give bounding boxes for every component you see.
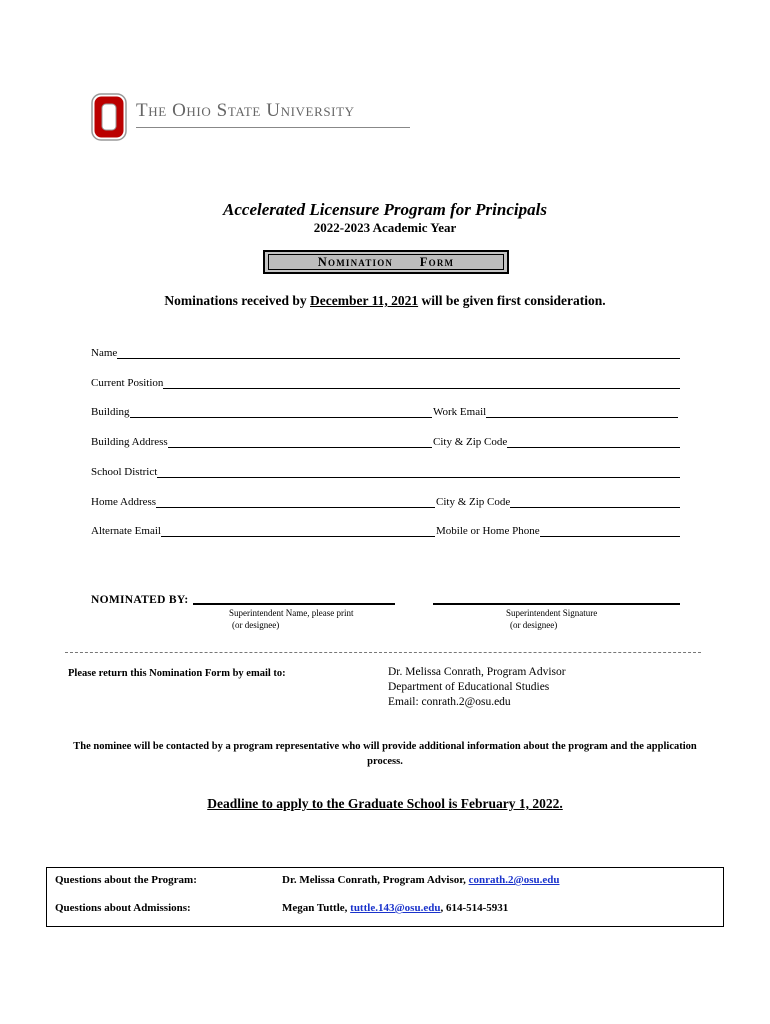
questions-box (46, 867, 724, 927)
name-caption: Superintendent Name, please print (or designee) (229, 608, 354, 630)
return-instructions: Please return this Nomination Form by email to: (68, 668, 286, 679)
department-name: Department of Educational Studies (388, 681, 550, 693)
program-title: Accelerated Licensure Program for Principals (223, 200, 547, 219)
program-email-link[interactable]: conrath.2@osu.edu (468, 874, 560, 886)
program-questions-label: Questions about the Program: (55, 874, 197, 886)
deadline-notice: Deadline to apply to the Graduate School is February 1, 2022. (207, 796, 563, 811)
consideration-date: December 11, 2021 (310, 293, 419, 308)
home-address-field[interactable]: Home Address (91, 494, 435, 508)
superintendent-name-line[interactable] (193, 603, 395, 605)
admissions-contact: Megan Tuttle, tuttle.143@osu.edu, 614-514-5931 (282, 902, 509, 914)
form-banner-word2: Form (419, 255, 455, 269)
advisor-name: Dr. Melissa Conrath, Program Advisor (388, 666, 566, 678)
university-name: The Ohio State University (136, 100, 355, 121)
school-district-field[interactable]: School District (91, 464, 680, 478)
building-field[interactable]: Building (91, 404, 432, 418)
signature-caption: Superintendent Signature (or designee) (506, 608, 598, 630)
contact-note: The nominee will be contacted by a program representative who will provide additional information about the program and the application process. (73, 741, 697, 767)
mobile-phone-field[interactable]: Mobile or Home Phone (436, 523, 680, 537)
academic-year: 2022-2023 Academic Year (313, 220, 457, 235)
name-field[interactable]: Name (91, 345, 680, 359)
building-address-field[interactable]: Building Address (91, 434, 432, 448)
admissions-email-link[interactable]: tuttle.143@osu.edu (350, 902, 441, 914)
advisor-email: Email: conrath.2@osu.edu (388, 696, 511, 708)
city-zip-field-2[interactable]: City & Zip Code (436, 494, 680, 508)
form-banner (263, 250, 509, 274)
nominated-by-label: NOMINATED BY: (91, 594, 189, 606)
logo-divider (136, 127, 410, 128)
program-contact: Dr. Melissa Conrath, Program Advisor, conrath.2@osu.edu (282, 874, 560, 886)
section-divider (65, 652, 701, 653)
form-banner-word1: Nomination (317, 255, 394, 269)
consideration-notice: Nominations received by December 11, 2021 will be given first consideration. (164, 293, 606, 308)
superintendent-signature-line[interactable] (433, 603, 680, 605)
city-zip-field-1[interactable]: City & Zip Code (433, 434, 680, 448)
admissions-questions-label: Questions about Admissions: (55, 902, 191, 914)
work-email-field[interactable]: Work Email (433, 404, 678, 418)
alternate-email-field[interactable]: Alternate Email (91, 523, 435, 537)
ohio-state-block-o-logo (91, 93, 127, 141)
current-position-field[interactable]: Current Position (91, 375, 680, 389)
